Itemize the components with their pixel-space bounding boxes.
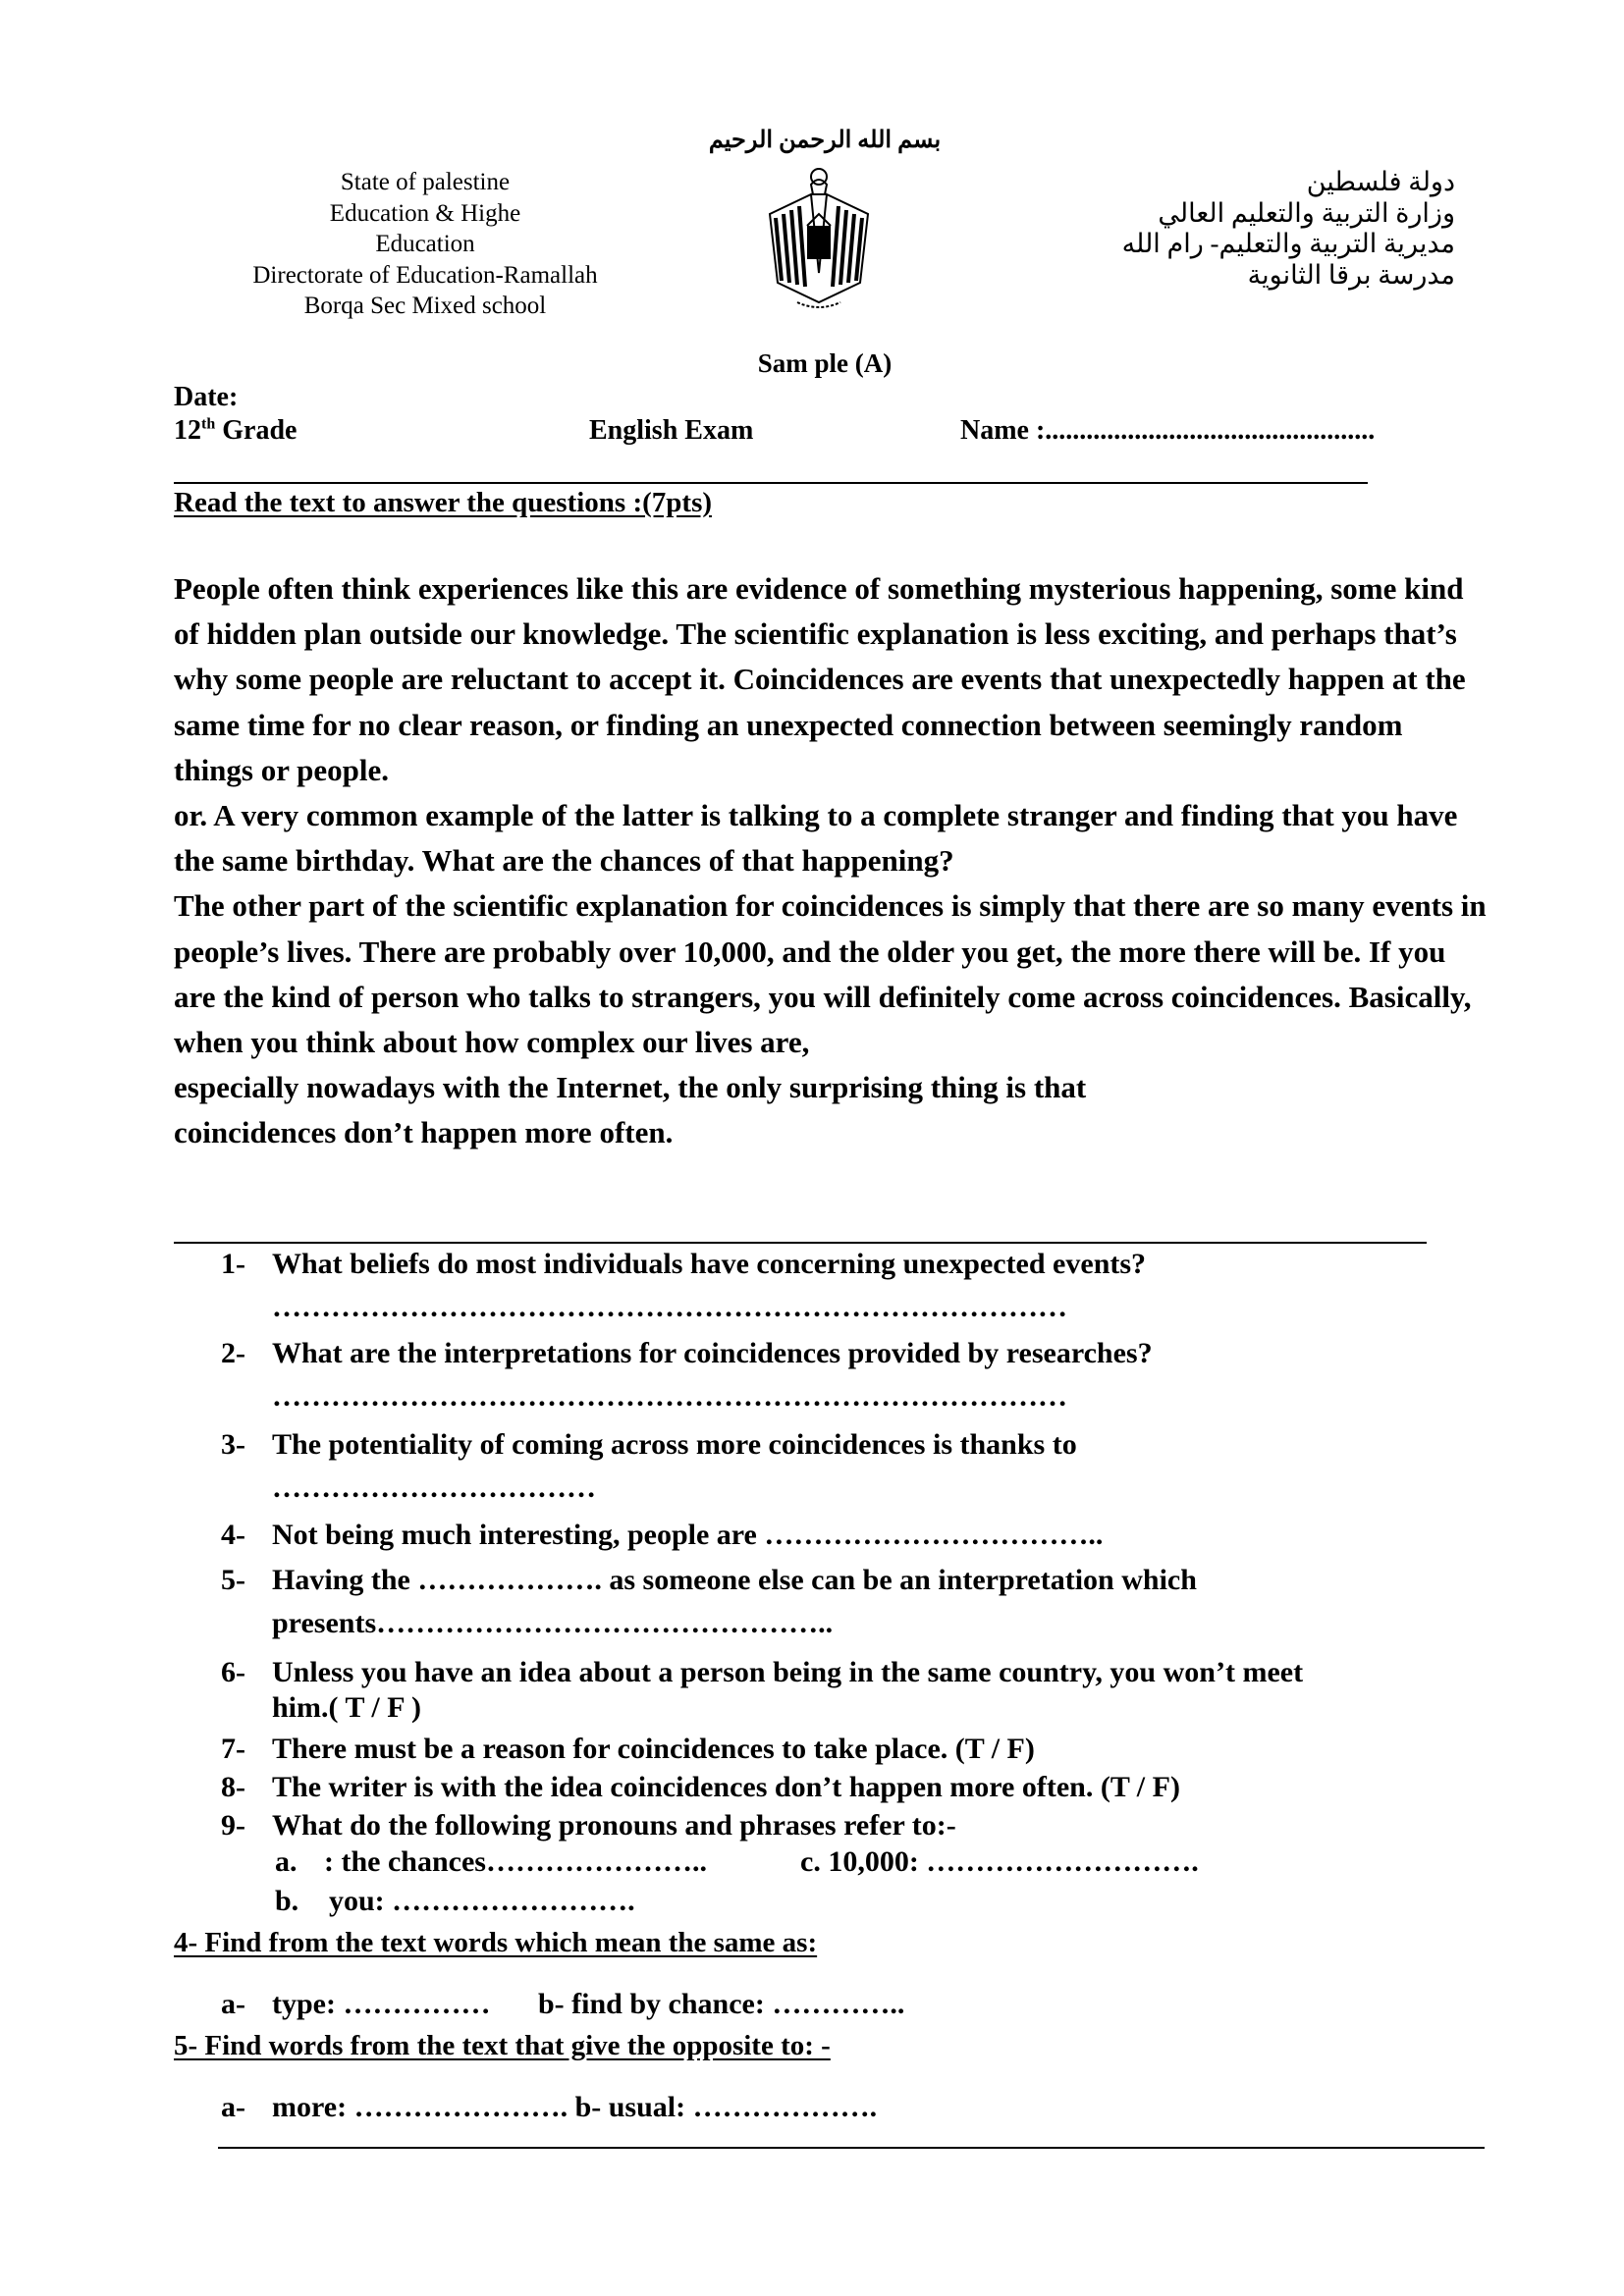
q9-a-text[interactable]: : the chances………………….. <box>324 1845 707 1878</box>
name-field[interactable]: Name :................................................ <box>960 415 1376 446</box>
question-text: Not being much interesting, people are …………………………….. <box>272 1519 1104 1551</box>
question-text: What beliefs do most individuals have concerning unexpected events? <box>272 1248 1147 1280</box>
date-label: Date: <box>174 382 239 412</box>
q9-a-label: a. <box>275 1845 298 1878</box>
question-text-cont: him.( T / F ) <box>272 1691 421 1724</box>
answer-blank[interactable]: ……………………………………………………………………… <box>272 1380 1067 1413</box>
question-text: The potentiality of coming across more coincidences is thanks to <box>272 1428 1077 1461</box>
header-line: مديرية التربية والتعليم- رام الله <box>1121 229 1455 258</box>
answer-blank[interactable]: ……………………………………………………………………… <box>272 1291 1067 1323</box>
grade-label <box>174 415 297 447</box>
q9-b-label: b. <box>275 1885 299 1917</box>
section-4-title: 4- Find from the text words which mean the same as: <box>174 1927 818 1958</box>
basmala-text: بسم الله الرحمن الرحيم <box>708 128 942 153</box>
passage-paragraph: People often think experiences like this are evidence of something mysterious happening, some kind of hidden plan outside our knowledge. The scientific explanation is less exciting, and perhaps that’s why some people are reluctant to accept it. Coincidences are events that unexpectedly happen at the same time for no clear reason, or finding an unexpected connection between seemingly random things or people. <box>174 571 1466 787</box>
question-number: 6- <box>221 1656 245 1688</box>
question-number: 7- <box>221 1733 245 1765</box>
passage-paragraph: The other part of the scientific explanation for coincidences is simply that there are so many events in people’s lives. There are probably over 10,000, and the older you get, the more there will be. If you are the kind of person who talks to strangers, you will definitely come across coincidences. Basically, when you think about how complex our lives are, <box>174 888 1487 1060</box>
grade-number: 12 <box>174 415 201 446</box>
passage-paragraph: especially nowadays with the Internet, the only surprising thing is that <box>174 1070 1087 1105</box>
header-line: Directorate of Education-Ramallah <box>252 261 598 289</box>
question-number: 9- <box>221 1809 245 1842</box>
question-number: 1- <box>221 1248 245 1280</box>
question-number: 4- <box>221 1519 245 1551</box>
divider <box>174 482 1368 484</box>
answer-blank[interactable]: presents……………………………………….. <box>272 1607 834 1639</box>
question-text: The writer is with the idea coincidences don’t happen more often. (T / F) <box>272 1771 1180 1803</box>
answer-blank[interactable]: …………………………… <box>272 1471 596 1504</box>
question-number: 5- <box>221 1564 245 1596</box>
passage-paragraph: or. A very common example of the latter is talking to a complete stranger and finding that you have the same birthday. What are the chances of that happening? <box>174 798 1458 879</box>
question-text: Having the ………………. as someone else can be an interpretation which <box>272 1564 1197 1596</box>
question-number: 2- <box>221 1337 245 1369</box>
question-text: Unless you have an idea about a person being in the same country, you won’t meet <box>272 1656 1304 1688</box>
q9-c-text[interactable]: c. 10,000: ………………………. <box>800 1845 1199 1878</box>
sample-label: Sam ple (A) <box>757 348 893 378</box>
palestine-eagle-emblem-icon <box>762 155 876 312</box>
header-line: Borqa Sec Mixed school <box>303 293 547 319</box>
header-line: Education <box>375 231 475 257</box>
school-header-english <box>224 167 626 322</box>
question-text: There must be a reason for coincidences to take place. (T / F) <box>272 1733 1035 1765</box>
section-4-a-label: a- <box>221 1988 245 2020</box>
header-line: دولة فلسطين <box>1306 167 1455 196</box>
reading-instruction: Read the text to answer the questions :(7pts) <box>174 487 713 518</box>
grade-word: Grade <box>215 415 298 446</box>
question-number: 3- <box>221 1428 245 1461</box>
school-header-arabic <box>1023 167 1455 291</box>
section-5-a-label: a- <box>221 2091 245 2123</box>
question-number: 8- <box>221 1771 245 1803</box>
q9-b-text[interactable]: you: ……………………. <box>329 1885 635 1917</box>
divider <box>218 2147 1485 2149</box>
grade-suffix: th <box>201 415 216 433</box>
section-4-b-text[interactable]: b- find by chance: ………….. <box>538 1988 905 2020</box>
section-4-a-text[interactable]: type: …………… <box>272 1988 491 2020</box>
subject-label: English Exam <box>589 415 754 446</box>
passage-paragraph: coincidences don’t happen more often. <box>174 1115 674 1150</box>
section-5-a-text[interactable]: more: …………………. b- usual: ………………. <box>272 2091 878 2123</box>
header-line: وزارة التربية والتعليم العالي <box>1158 197 1455 228</box>
question-text: What are the interpretations for coincidences provided by researches? <box>272 1337 1153 1369</box>
divider <box>174 1242 1427 1244</box>
section-5-title: 5- Find words from the text that give the opposite to: - <box>174 2030 831 2061</box>
reading-passage <box>174 566 1489 1156</box>
header-line: State of palestine <box>340 169 511 195</box>
header-line: مدرسة برقا الثانوية <box>1247 259 1455 290</box>
question-text: What do the following pronouns and phrases refer to:- <box>272 1809 956 1842</box>
header-line: Education & Highe <box>329 199 521 227</box>
